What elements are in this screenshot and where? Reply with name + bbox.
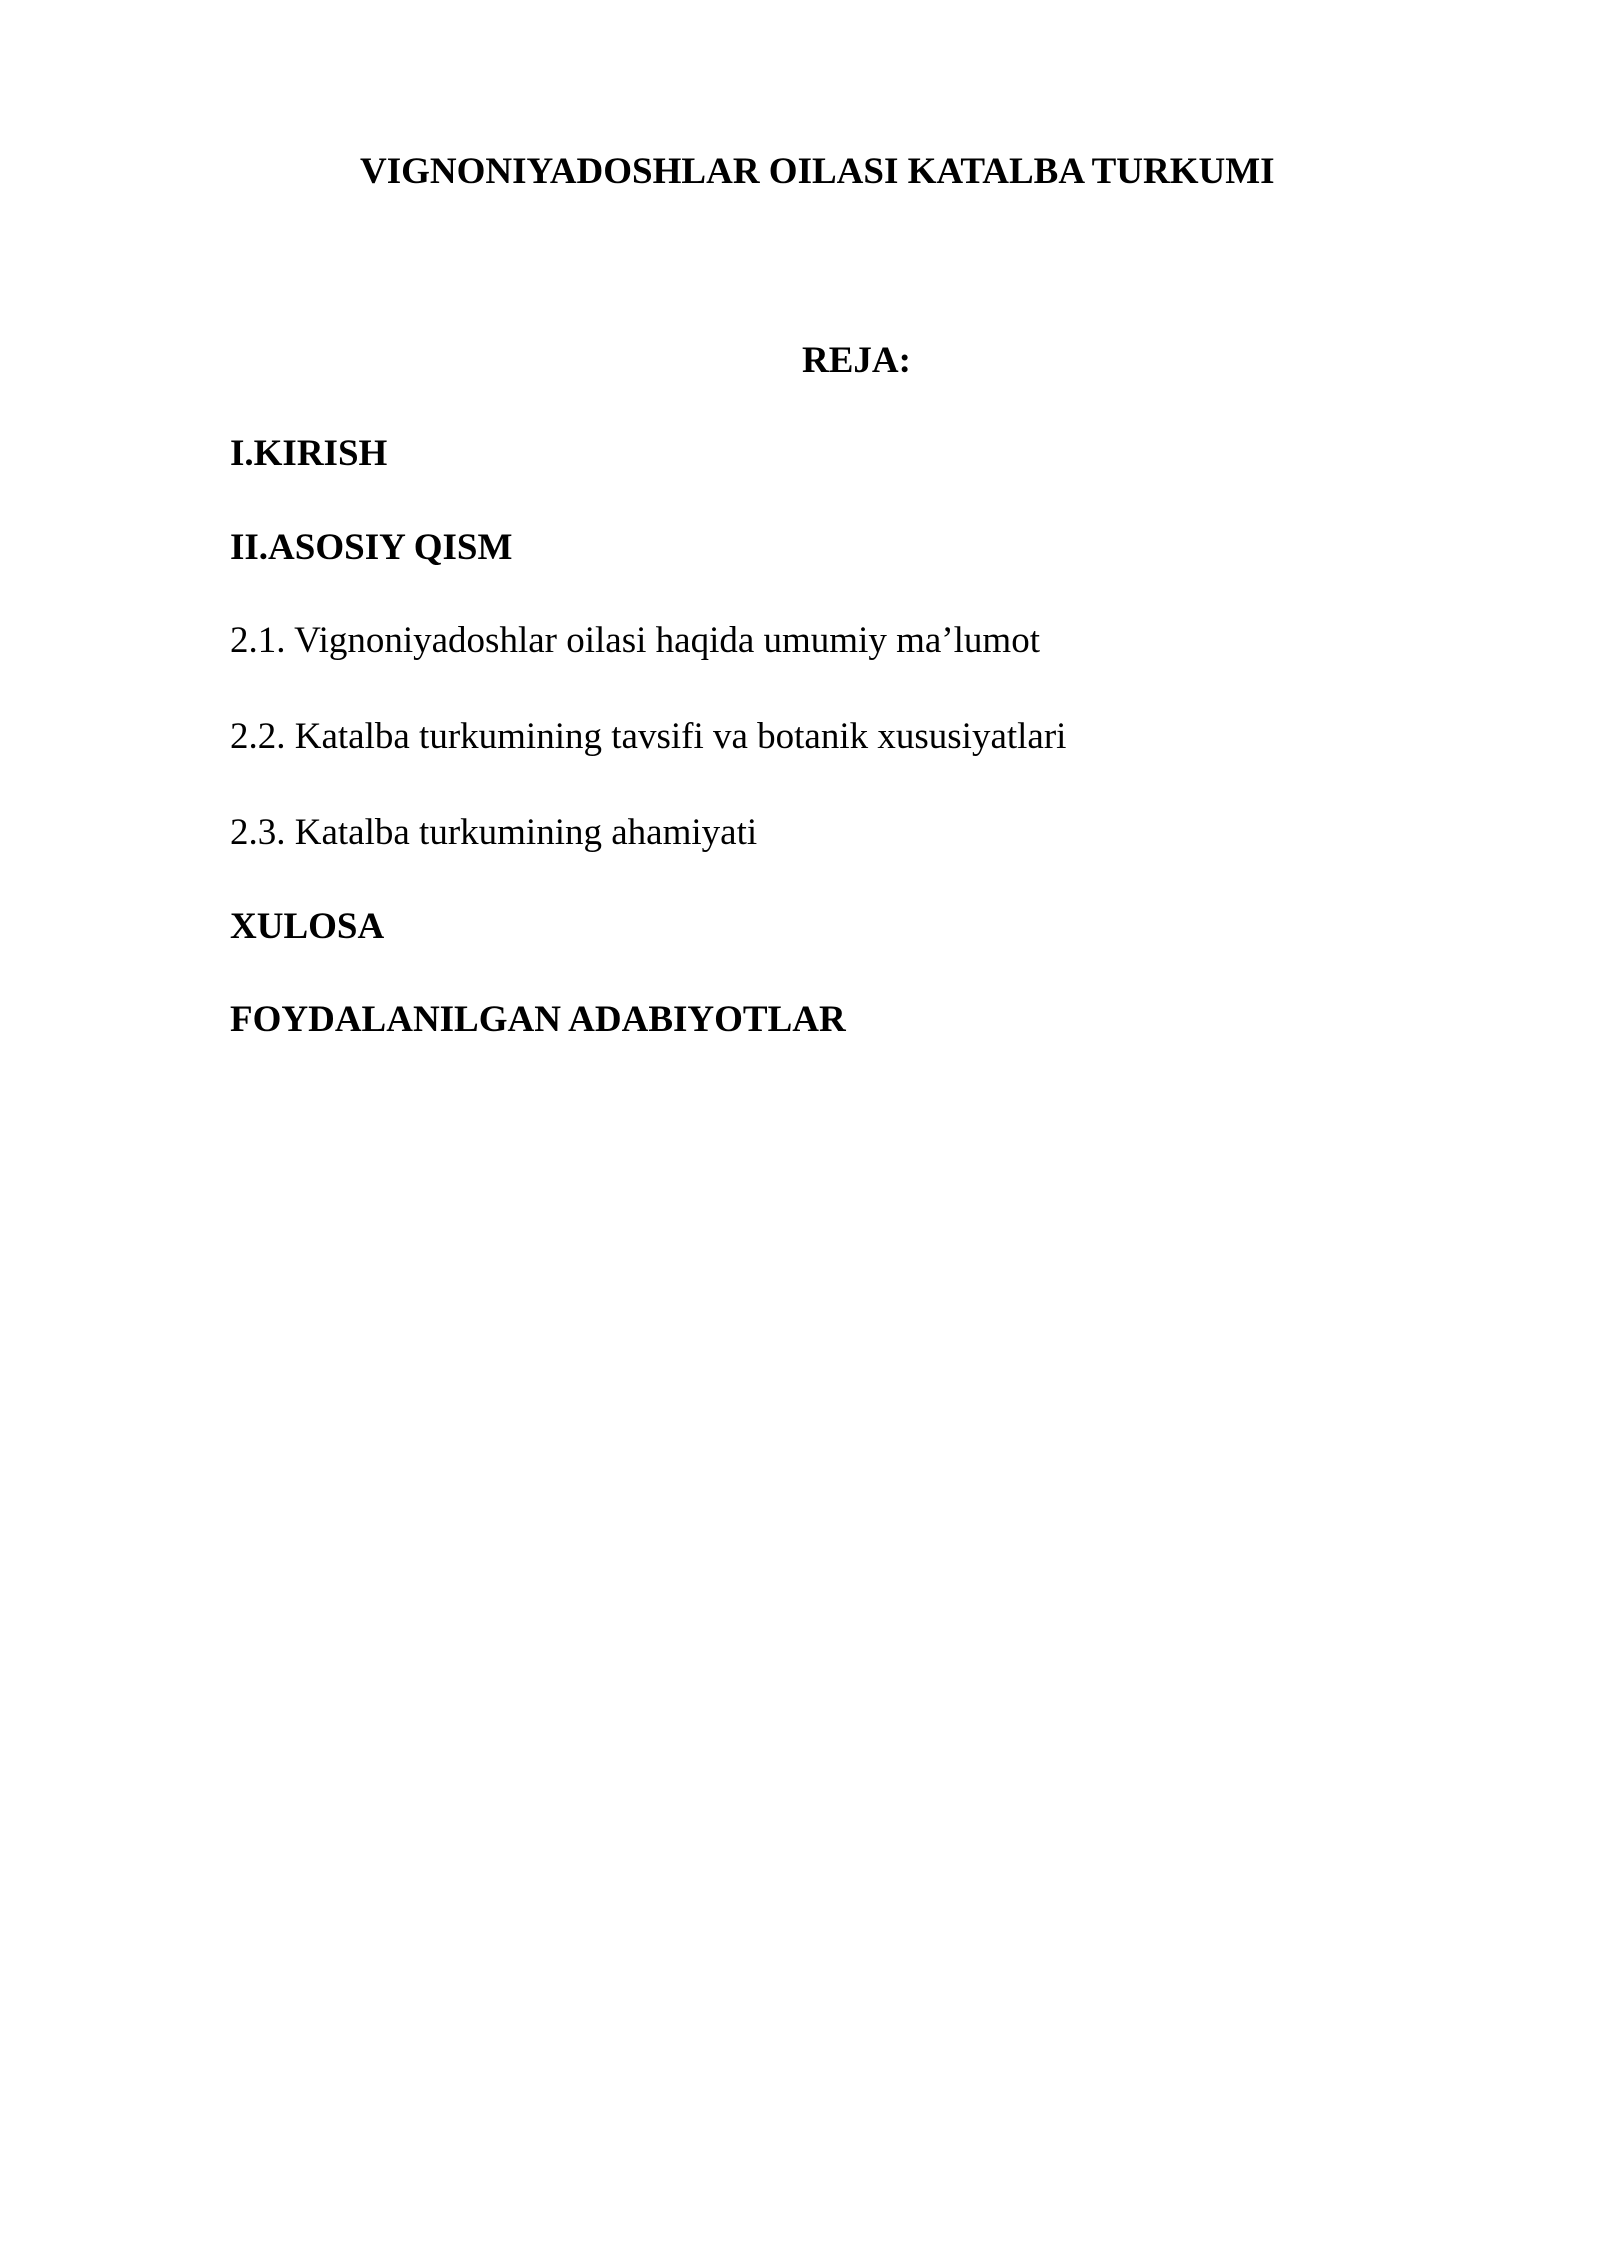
document-title: VIGNONIYADOSHLAR OILASI KATALBA TURKUMI [360, 151, 1275, 192]
plan-item-introduction: I.KIRISH [230, 433, 388, 474]
plan-item-main-part: II.ASOSIY QISM [230, 527, 513, 568]
plan-item-2-1: 2.1. Vignoniyadoshlar oilasi haqida umumiy ma’lumot [230, 620, 1040, 661]
plan-heading: REJA: [802, 340, 911, 381]
plan-item-2-3: 2.3. Katalba turkumining ahamiyati [230, 812, 758, 853]
plan-item-references: FOYDALANILGAN ADABIYOTLAR [230, 999, 846, 1040]
plan-item-2-2: 2.2. Katalba turkumining tavsifi va botanik xususiyatlari [230, 716, 1067, 757]
plan-item-conclusion: XULOSA [230, 906, 385, 947]
